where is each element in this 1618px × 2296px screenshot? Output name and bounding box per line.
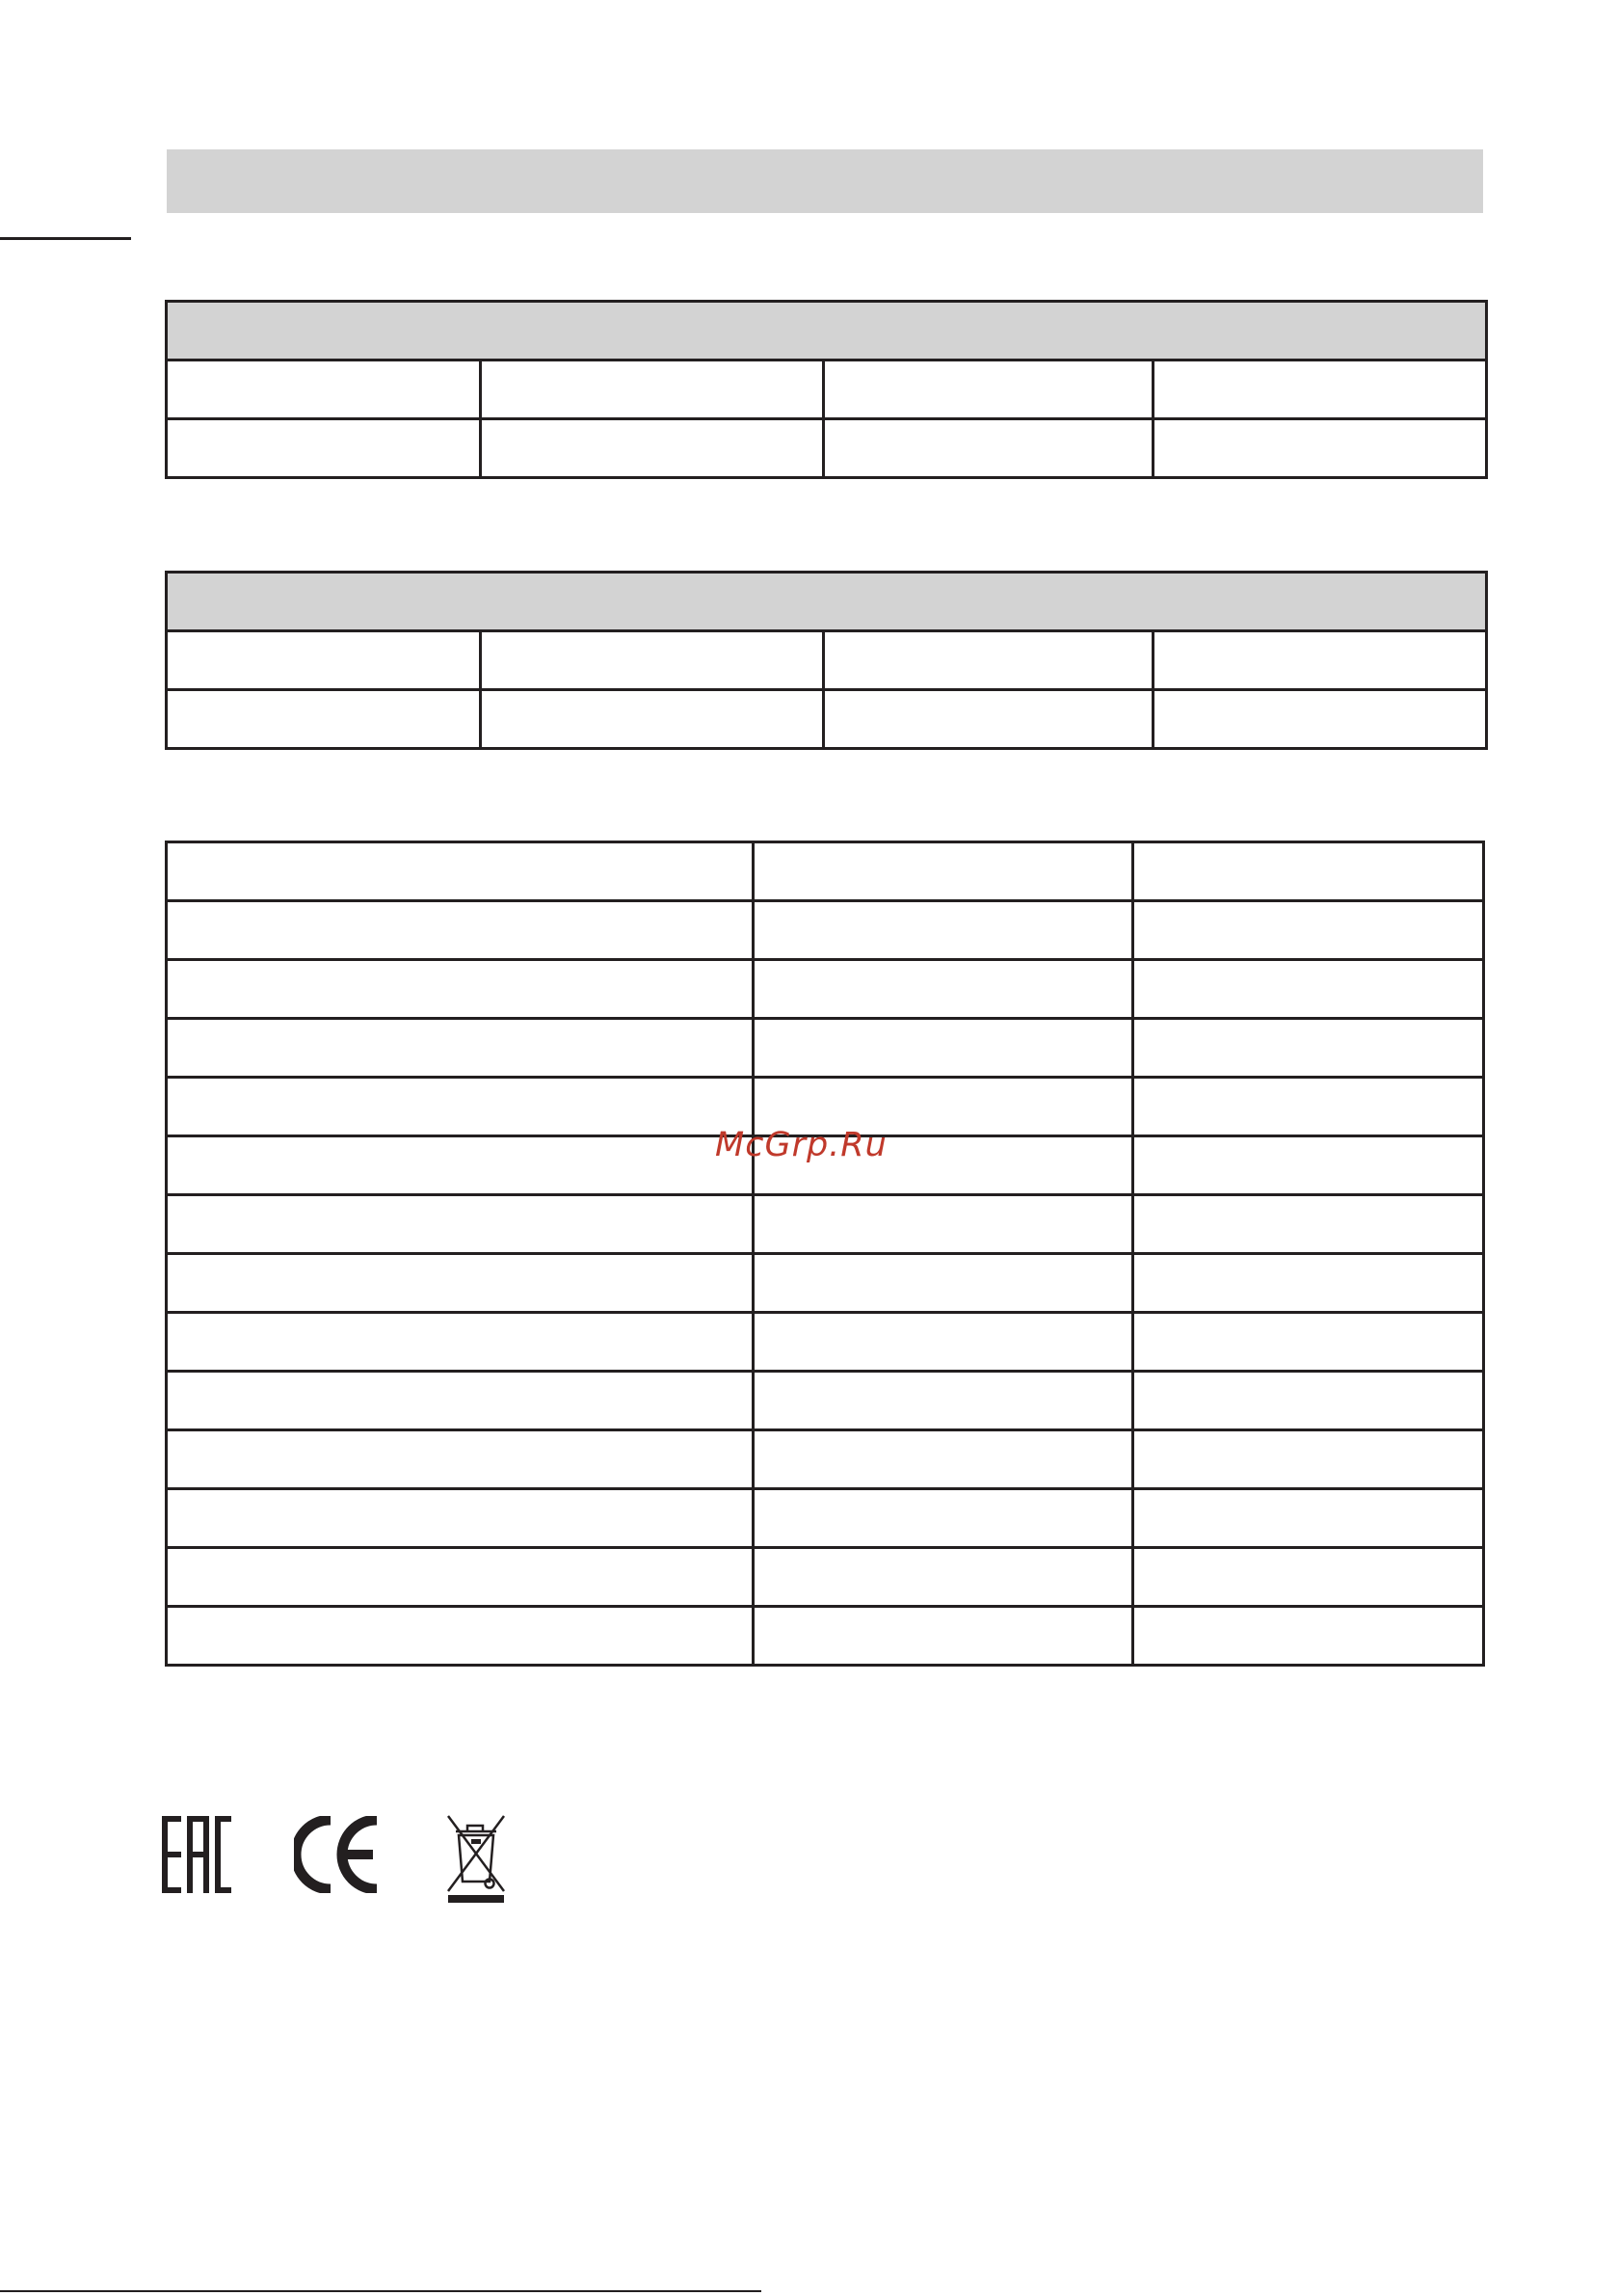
table-cell xyxy=(754,1607,1133,1666)
table-cell xyxy=(1133,1548,1484,1607)
table-cell xyxy=(1133,1489,1484,1548)
table-cell xyxy=(167,419,481,478)
table-cell xyxy=(754,1195,1133,1254)
table-cell xyxy=(481,360,824,419)
table-cell xyxy=(754,1489,1133,1548)
table-cell xyxy=(167,960,754,1019)
table-cell xyxy=(167,360,481,419)
table-cell xyxy=(167,1489,754,1548)
section-header-band xyxy=(167,149,1483,213)
table-row xyxy=(167,1430,1484,1489)
table-cell xyxy=(1133,842,1484,901)
table-row xyxy=(167,1548,1484,1607)
table-row xyxy=(167,1313,1484,1372)
table-row xyxy=(167,360,1487,419)
table-cell xyxy=(754,1430,1133,1489)
table-row xyxy=(167,842,1484,901)
table-cell xyxy=(754,842,1133,901)
weee-crossed-bin-icon xyxy=(444,1814,508,1903)
spec-table-a xyxy=(165,300,1488,479)
table-cell xyxy=(1133,1195,1484,1254)
table-cell xyxy=(167,1607,754,1666)
table-cell xyxy=(481,419,824,478)
table-cell xyxy=(167,1019,754,1078)
table-row xyxy=(167,1372,1484,1430)
table-cell xyxy=(754,1548,1133,1607)
table-cell xyxy=(481,631,824,690)
table-row xyxy=(167,1489,1484,1548)
table-row xyxy=(167,901,1484,960)
table-row xyxy=(167,1607,1484,1666)
table-cell xyxy=(481,690,824,749)
table-cell xyxy=(167,842,754,901)
eac-mark-icon xyxy=(162,1816,231,1893)
table-cell xyxy=(167,1548,754,1607)
table-cell xyxy=(1133,901,1484,960)
table-cell xyxy=(1154,419,1487,478)
table-cell xyxy=(1133,1019,1484,1078)
table-row xyxy=(167,1254,1484,1313)
ce-mark-icon xyxy=(294,1816,383,1893)
table-cell xyxy=(754,901,1133,960)
table-cell xyxy=(824,690,1154,749)
table-row xyxy=(167,1019,1484,1078)
table-cell xyxy=(754,960,1133,1019)
table-cell xyxy=(167,1254,754,1313)
table-cell xyxy=(824,360,1154,419)
table-row xyxy=(167,419,1487,478)
table-cell xyxy=(1133,1136,1484,1195)
table-row xyxy=(167,631,1487,690)
table-cell xyxy=(1133,1254,1484,1313)
table-cell xyxy=(167,690,481,749)
table-cell xyxy=(167,631,481,690)
table-cell xyxy=(754,1019,1133,1078)
table-cell xyxy=(1133,1372,1484,1430)
table-cell xyxy=(1133,1430,1484,1489)
table-cell xyxy=(1133,1078,1484,1136)
table-cell xyxy=(754,1372,1133,1430)
table-cell xyxy=(1154,631,1487,690)
table-cell xyxy=(824,631,1154,690)
table-cell xyxy=(167,901,754,960)
table-row xyxy=(167,960,1484,1019)
table-title-row xyxy=(167,573,1487,631)
table-cell xyxy=(167,1195,754,1254)
table-cell xyxy=(1154,690,1487,749)
table-cell xyxy=(1133,960,1484,1019)
table-cell xyxy=(1133,1607,1484,1666)
table-cell xyxy=(754,1313,1133,1372)
table-cell xyxy=(167,1313,754,1372)
table-cell xyxy=(1154,360,1487,419)
table-title-row xyxy=(167,302,1487,360)
table-cell xyxy=(1133,1313,1484,1372)
table-title-cell xyxy=(167,573,1487,631)
spec-table-b xyxy=(165,571,1488,750)
side-rule xyxy=(0,237,131,240)
table-cell xyxy=(167,1078,754,1136)
table-cell xyxy=(167,1136,754,1195)
watermark-text: McGrp.Ru xyxy=(715,1126,888,1164)
table-cell xyxy=(167,1372,754,1430)
table-cell xyxy=(167,1430,754,1489)
bottom-rule xyxy=(0,2290,761,2292)
table-row xyxy=(167,690,1487,749)
table-cell xyxy=(824,419,1154,478)
table-row xyxy=(167,1195,1484,1254)
table-title-cell xyxy=(167,302,1487,360)
spec-table-c xyxy=(165,841,1485,1667)
table-cell xyxy=(754,1254,1133,1313)
